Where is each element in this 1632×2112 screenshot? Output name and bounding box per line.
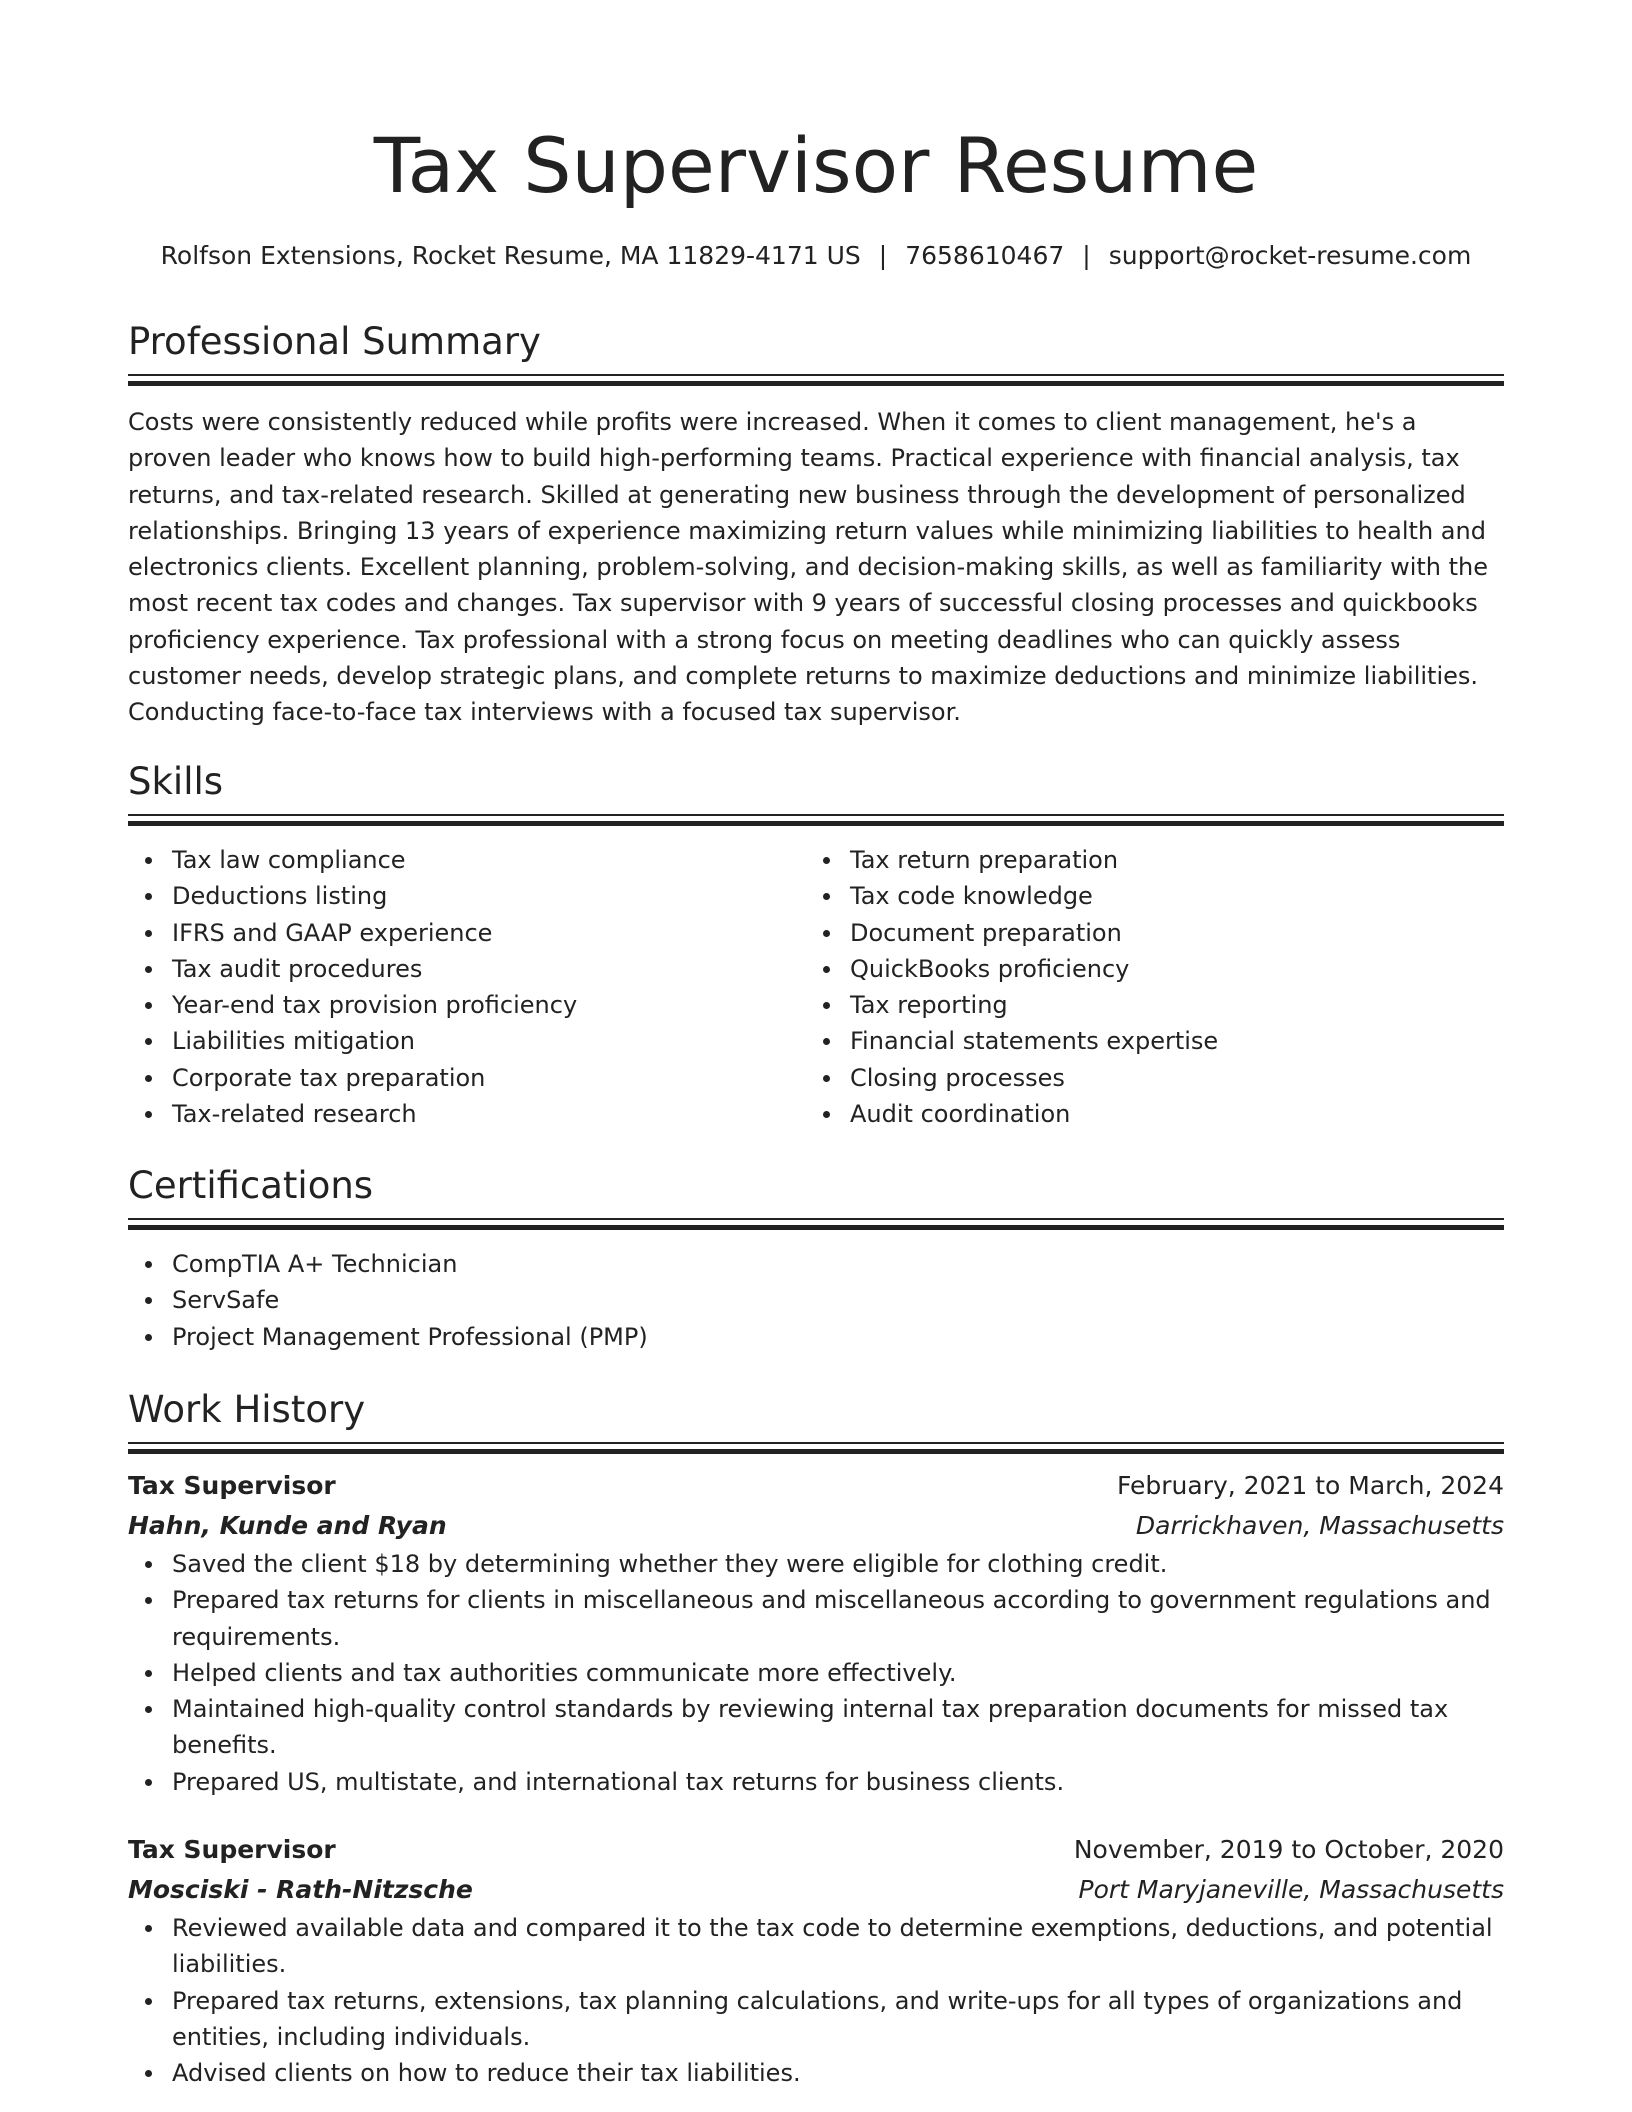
list-item: Project Management Professional (PMP) <box>172 1319 1504 1355</box>
summary-section <box>128 318 1504 731</box>
skills-list-left <box>128 842 806 1132</box>
list-item: Prepared tax returns for clients in miscellaneous and miscellaneous according to government regulations and requirements. <box>172 1582 1504 1655</box>
job-title: Tax Supervisor <box>128 1471 336 1500</box>
skills-section <box>128 758 1504 1132</box>
job-subheader <box>128 1870 1504 1910</box>
skills-list-right <box>806 842 1484 1132</box>
job-entry <box>128 1466 1504 1800</box>
job-header <box>128 1830 1504 1870</box>
job-duties-list <box>128 1546 1504 1800</box>
list-item: Advised clients on how to reduce their tax liabilities. <box>172 2055 1504 2091</box>
list-item: Year-end tax provision proficiency <box>172 987 806 1023</box>
section-divider <box>128 814 1504 826</box>
list-item: Saved the client $18 by determining whether they were eligible for clothing credit. <box>172 1546 1504 1582</box>
list-item: CompTIA A+ Technician <box>172 1246 1504 1282</box>
certifications-section <box>128 1162 1504 1355</box>
job-header <box>128 1466 1504 1506</box>
job-company: Hahn, Kunde and Ryan <box>128 1511 447 1540</box>
job-location: Port Maryjaneville, Massachusetts <box>1078 1875 1504 1905</box>
page-title: Tax Supervisor Resume <box>373 121 1259 210</box>
section-divider <box>128 1442 1504 1454</box>
contact-phone: 7658610467 <box>905 241 1065 270</box>
job-duties-list <box>128 1910 1504 2091</box>
list-item: Tax reporting <box>850 987 1484 1023</box>
contact-line <box>128 238 1504 274</box>
list-item: Document preparation <box>850 915 1484 951</box>
list-item: Financial statements expertise <box>850 1023 1484 1059</box>
job-company: Mosciski - Rath-Nitzsche <box>128 1875 473 1905</box>
list-item: Reviewed available data and compared it to the tax code to determine exemptions, deductions, and potential liabilities. <box>172 1910 1504 1983</box>
section-divider <box>128 1218 1504 1230</box>
list-item: Tax-related research <box>172 1096 806 1132</box>
job-dates: February, 2021 to March, 2024 <box>1116 1471 1504 1500</box>
list-item: Liabilities mitigation <box>172 1023 806 1059</box>
skills-column-right <box>806 842 1484 1132</box>
work-history-heading: Work History <box>128 1388 366 1431</box>
list-item: Maintained high-quality control standards by reviewing internal tax preparation documents for missed tax benefits. <box>172 1691 1504 1764</box>
list-item: Closing processes <box>850 1060 1484 1096</box>
list-item: Tax return preparation <box>850 842 1484 878</box>
list-item: ServSafe <box>172 1282 1504 1318</box>
job-dates: November, 2019 to October, 2020 <box>1073 1835 1504 1865</box>
summary-heading: Professional Summary <box>128 320 541 363</box>
contact-separator: | <box>878 241 888 270</box>
list-item: Helped clients and tax authorities communicate more effectively. <box>172 1655 1504 1691</box>
skills-columns <box>128 842 1504 1132</box>
job-title: Tax Supervisor <box>128 1835 336 1865</box>
job-entry <box>128 1830 1504 2091</box>
section-divider <box>128 374 1504 386</box>
work-history-section <box>128 1386 1504 2092</box>
list-item: Deductions listing <box>172 878 806 914</box>
list-item: Prepared US, multistate, and international tax returns for business clients. <box>172 1764 1504 1800</box>
list-item: IFRS and GAAP experience <box>172 915 806 951</box>
list-item: Prepared tax returns, extensions, tax planning calculations, and write-ups for all types of organizations and entities, including individuals. <box>172 1983 1504 2056</box>
summary-text: Costs were consistently reduced while profits were increased. When it comes to client management, he's a proven leader who knows how to build high-performing teams. Practical experience with financial analysis, tax returns, and tax-related research. Skilled at generating new business through the development of personalized relationships. Bringing 13 years of experience maximizing return values while minimizing liabilities to health and electronics clients. Excellent planning, problem-solving, and decision-making skills, as well as familiarity with the most recent tax codes and changes. Tax supervisor with 9 years of successful closing processes and quickbooks proficiency experience. Tax professional with a strong focus on meeting deadlines who can quickly assess customer needs, develop strategic plans, and complete returns to maximize deductions and minimize liabilities. Conducting face-to-face tax interviews with a focused tax supervisor. <box>128 408 1489 727</box>
job-subheader <box>128 1506 1504 1546</box>
certifications-heading: Certifications <box>128 1164 374 1207</box>
contact-address: Rolfson Extensions, Rocket Resume, MA 11829-4171 US <box>160 241 861 270</box>
list-item: Corporate tax preparation <box>172 1060 806 1096</box>
list-item: Tax audit procedures <box>172 951 806 987</box>
list-item: Tax law compliance <box>172 842 806 878</box>
list-item: Tax code knowledge <box>850 878 1484 914</box>
certifications-list <box>128 1246 1504 1355</box>
skills-heading: Skills <box>128 760 224 803</box>
list-item: Audit coordination <box>850 1096 1484 1132</box>
job-location: Darrickhaven, Massachusetts <box>1135 1511 1504 1540</box>
skills-column-left <box>128 842 806 1132</box>
contact-separator: | <box>1082 241 1091 270</box>
list-item: QuickBooks proficiency <box>850 951 1484 987</box>
contact-email[interactable]: support@rocket-resume.com <box>1108 241 1472 270</box>
